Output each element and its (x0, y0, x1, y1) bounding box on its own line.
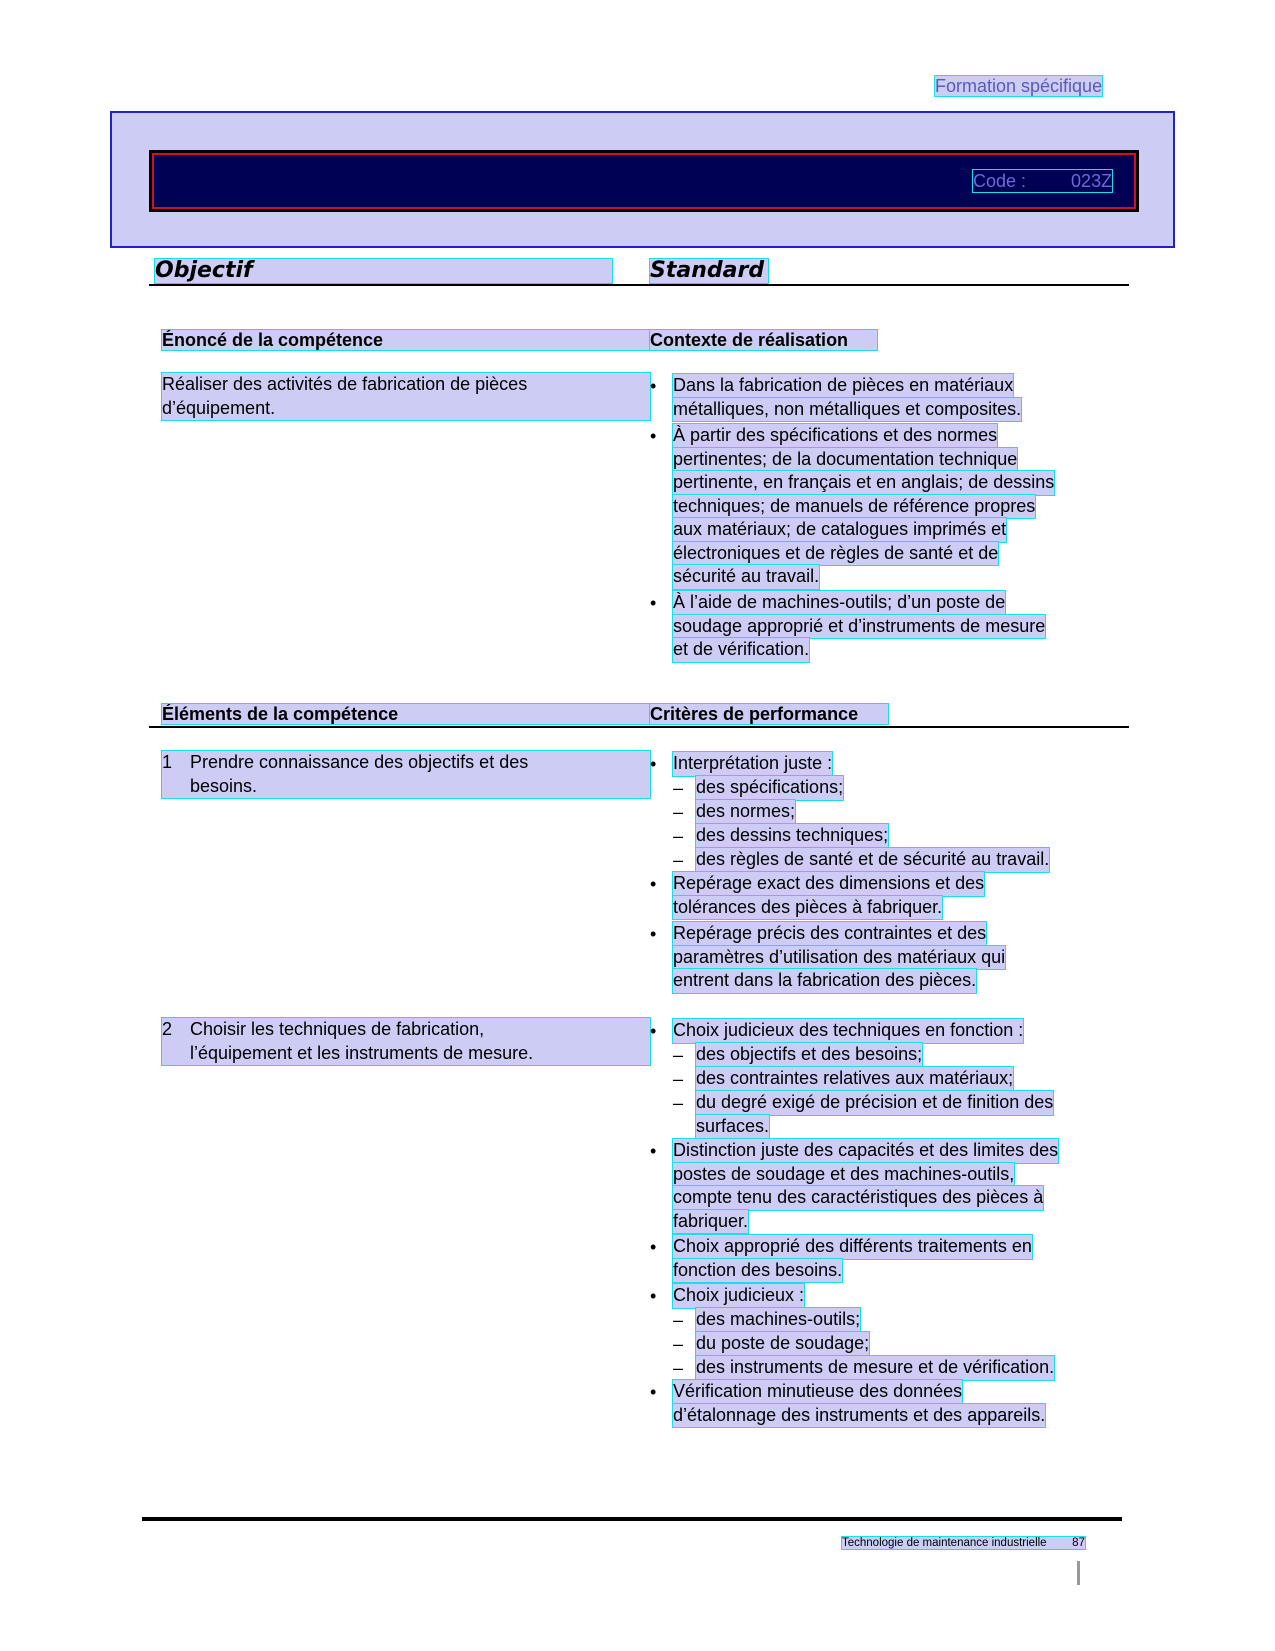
bullet-icon: • (650, 376, 657, 396)
section-rule (149, 726, 1129, 728)
element-item (162, 1018, 650, 1065)
dash-icon: – (673, 778, 684, 798)
criteria-line: Interprétation juste : (673, 752, 832, 776)
bullet-icon: • (650, 426, 657, 446)
criteria-line: tolérances des pièces à fabriquer. (673, 896, 942, 920)
criteria-subitem: du degré exigé de précision et de finition des (696, 1091, 1053, 1115)
element-number: 2 (162, 1019, 173, 1039)
criteria-heading: Critères de performance (650, 704, 888, 724)
dash-icon: – (673, 850, 684, 870)
criteria-item (673, 1019, 1023, 1043)
criteria-subitem: des dessins techniques; (696, 824, 888, 848)
criteria-subitem: des normes; (696, 800, 795, 824)
criteria-line: Repérage précis des contraintes et des (673, 922, 986, 946)
element-line: l’équipement et les instruments de mesure. (190, 1042, 534, 1063)
element-line: Prendre connaissance des objectifs et des (190, 752, 529, 772)
criteria-line: paramètres d’utilisation des matériaux qui (673, 946, 1005, 970)
criteria-subitem: des contraintes relatives aux matériaux; (696, 1067, 1013, 1091)
competence-line: Réaliser des activités de fabrication de pièces (162, 374, 528, 394)
criteria-subitem: des instruments de mesure et de vérification. (696, 1356, 1054, 1380)
element-line: besoins. (190, 775, 258, 796)
criteria-line: d’étalonnage des instruments et des appareils. (673, 1404, 1045, 1428)
dash-icon: – (673, 1358, 684, 1378)
criteria-line: Choix judicieux : (673, 1284, 804, 1308)
competence-line: d’équipement. (162, 397, 276, 418)
criteria-item (673, 1284, 804, 1308)
criteria-subitem: des machines-outils; (696, 1308, 860, 1332)
footer-text: Technologie de maintenance industrielle 87 (842, 1537, 1085, 1549)
competency-code: Code : 023Z (973, 171, 1113, 191)
dash-icon: – (673, 826, 684, 846)
bullet-icon: • (650, 593, 657, 613)
criteria-line: fabriquer. (673, 1210, 748, 1234)
element-line: Choisir les techniques de fabrication, (190, 1019, 485, 1039)
context-line: pertinentes; de la documentation technique (673, 448, 1017, 472)
footer-mark (1077, 1561, 1080, 1585)
footer-rule (142, 1517, 1122, 1521)
criteria-item (673, 872, 984, 919)
context-line: métalliques, non métalliques et composites. (673, 398, 1021, 422)
competence-heading: Énoncé de la compétence (162, 330, 650, 350)
bullet-icon: • (650, 754, 657, 774)
context-line: et de vérification. (673, 638, 809, 662)
dash-icon: – (673, 1069, 684, 1089)
dash-icon: – (673, 1093, 684, 1113)
context-line: pertinente, en français et en anglais; de dessins (673, 471, 1054, 495)
criteria-line: Distinction juste des capacités et des limites des (673, 1139, 1058, 1163)
criteria-subitem: du poste de soudage; (696, 1332, 869, 1356)
context-item (673, 374, 1021, 421)
page-section-label: Formation spécifique (935, 76, 1103, 96)
bullet-icon: • (650, 924, 657, 944)
dash-icon: – (673, 1310, 684, 1330)
bullet-icon: • (650, 874, 657, 894)
criteria-subitem: des règles de santé et de sécurité au travail. (696, 848, 1049, 872)
context-line: À l’aide de machines-outils; d’un poste de (673, 591, 1005, 615)
criteria-line: Choix approprié des différents traitements en (673, 1235, 1032, 1259)
criteria-item (673, 752, 832, 776)
criteria-item (673, 922, 1005, 993)
context-line: électroniques et de règles de santé et de (673, 542, 998, 566)
criteria-line: Repérage exact des dimensions et des (673, 872, 984, 896)
criteria-subitem: des spécifications; (696, 776, 843, 800)
context-line: soudage approprié et d’instruments de mesure (673, 615, 1045, 639)
criteria-line: entrent dans la fabrication des pièces. (673, 969, 976, 993)
element-item (162, 751, 650, 798)
criteria-item (673, 1380, 1045, 1427)
dash-icon: – (673, 1045, 684, 1065)
criteria-item (673, 1235, 1032, 1282)
dash-icon: – (673, 802, 684, 822)
criteria-line: Choix judicieux des techniques en fonction : (673, 1019, 1023, 1043)
criteria-line: postes de soudage et des machines-outils, (673, 1163, 1014, 1187)
criteria-line: Vérification minutieuse des données (673, 1380, 962, 1404)
competence-statement (162, 373, 650, 420)
heading-rule (149, 284, 1129, 286)
context-line: Dans la fabrication de pièces en matériaux (673, 374, 1013, 398)
bullet-icon: • (650, 1141, 657, 1161)
criteria-subitem-continued: surfaces. (696, 1115, 769, 1139)
elements-heading: Éléments de la compétence (162, 704, 650, 724)
objective-heading: Objectif (155, 259, 612, 283)
context-heading: Contexte de réalisation (650, 330, 877, 350)
bullet-icon: • (650, 1237, 657, 1257)
criteria-item (673, 1139, 1058, 1233)
dash-icon: – (673, 1334, 684, 1354)
context-line: techniques; de manuels de référence propres (673, 495, 1035, 519)
criteria-line: compte tenu des caractéristiques des pièces à (673, 1186, 1043, 1210)
element-number: 1 (162, 752, 173, 772)
context-item (673, 424, 1054, 589)
standard-heading: Standard (650, 259, 768, 283)
context-item (673, 591, 1045, 662)
bullet-icon: • (650, 1021, 657, 1041)
context-line: sécurité au travail. (673, 565, 819, 589)
criteria-line: fonction des besoins. (673, 1259, 842, 1283)
context-line: aux matériaux; de catalogues imprimés et (673, 518, 1006, 542)
criteria-subitem: des objectifs et des besoins; (696, 1043, 922, 1067)
bullet-icon: • (650, 1382, 657, 1402)
context-line: À partir des spécifications et des normes (673, 424, 997, 448)
bullet-icon: • (650, 1286, 657, 1306)
